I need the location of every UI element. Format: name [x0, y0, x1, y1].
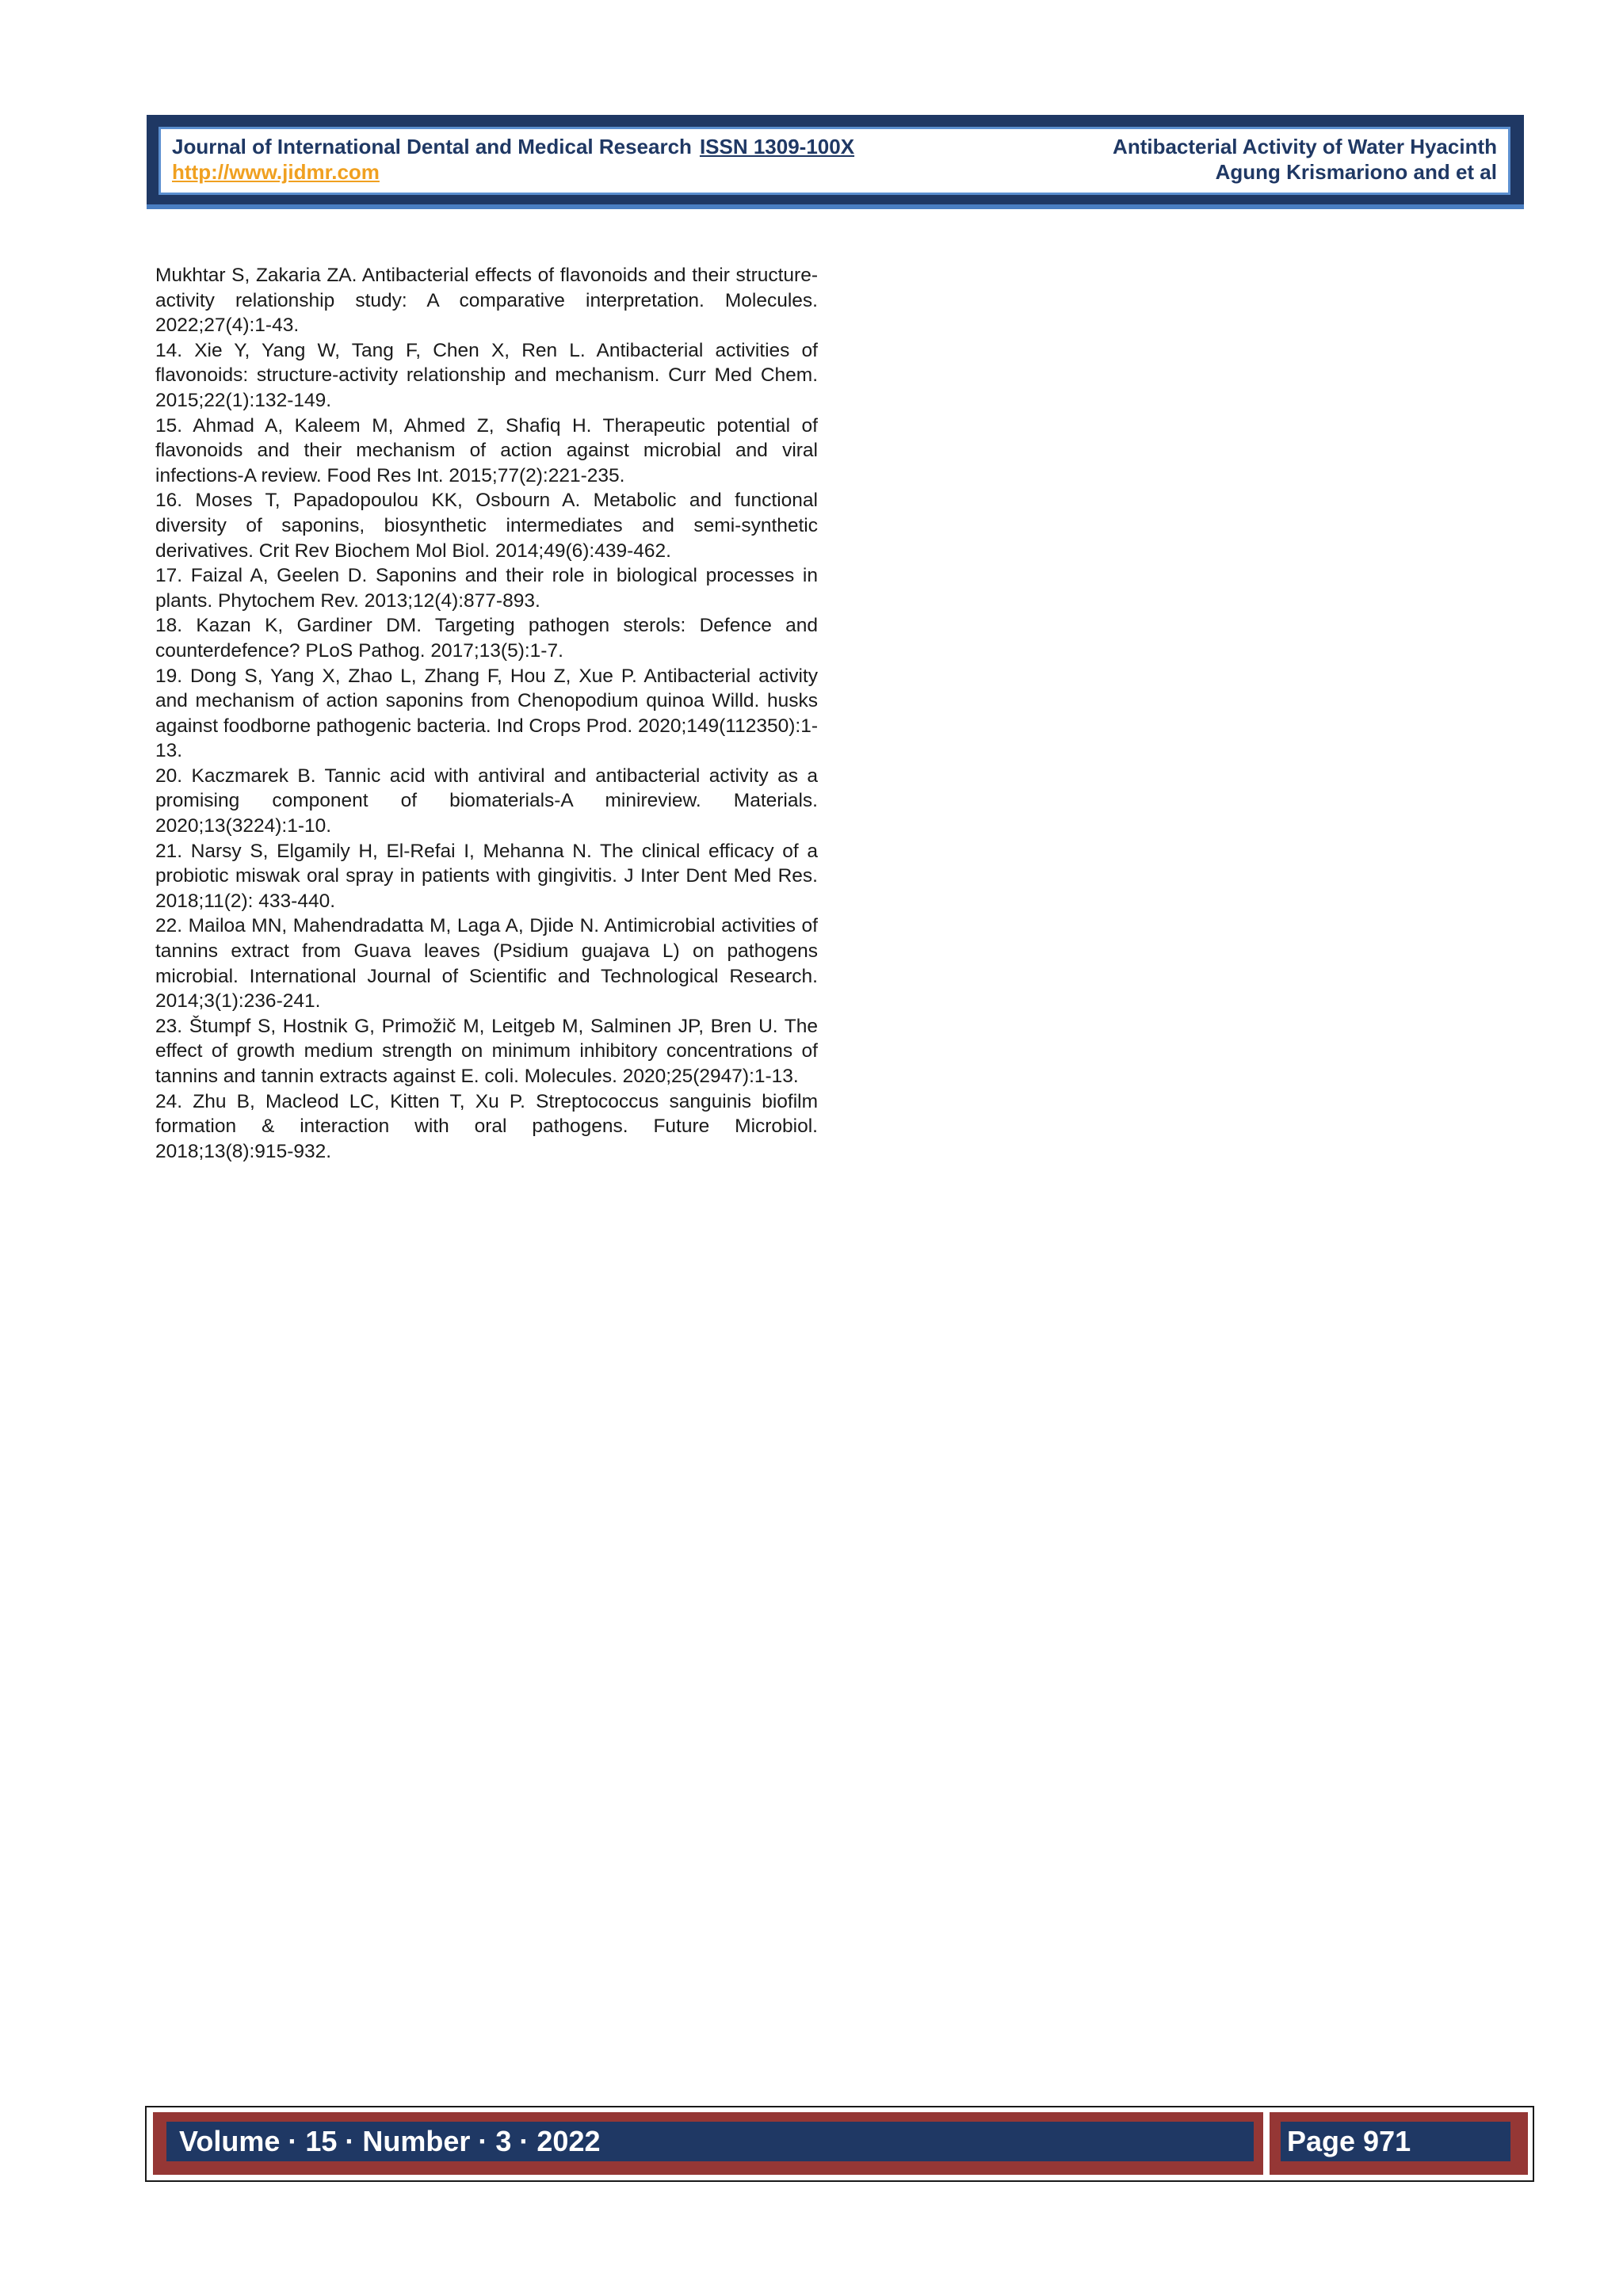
reference-item: 24. Zhu B, Macleod LC, Kitten T, Xu P. Streptococcus sanguinis biofilm formation & interaction with oral pathogens. Future Microbiol. 2018;13(8):915-932. — [155, 1090, 818, 1162]
reference-item: 19. Dong S, Yang X, Zhao L, Zhang F, Hou Z, Xue P. Antibacterial activity and mechanism of action saponins from Chenopodium quinoa Willd. husks against foodborne pathogenic bacteria. Ind Crops Prod. 2020;149(112350):1-13. — [155, 665, 818, 762]
reference-item: 23. Štumpf S, Hostnik G, Primožič M, Leitgeb M, Salminen JP, Bren U. The effect of growth medium strength on minimum inhibitory concentrations of tannins and tannin extracts against E. coli. Molecules. 2020;25(2947):1-13. — [155, 1015, 818, 1087]
reference-list — [155, 263, 818, 1164]
reference-item: 17. Faizal A, Geelen D. Saponins and their role in biological processes in plants. Phytochem Rev. 2013;12(4):877-893. — [155, 565, 818, 612]
running-header — [158, 127, 1510, 195]
reference-item: 18. Kazan K, Gardiner DM. Targeting pathogen sterols: Defence and counterdefence? PLoS Pathog. 2017;13(5):1-7. — [155, 615, 818, 662]
header-journal — [172, 134, 854, 159]
footer-page-number: Page 971 — [1281, 2122, 1510, 2161]
reference-item: 21. Narsy S, Elgamily H, El-Refai I, Mehanna N. The clinical efficacy of a probiotic miswak oral spray in patients with gingivitis. J Inter Dent Med Res. 2018;11(2): 433-440. — [155, 840, 818, 912]
journal-url-link[interactable]: http://www.jidmr.com — [172, 160, 380, 184]
article-title: Antibacterial Activity of Water Hyacinth — [1113, 135, 1497, 158]
journal-title: Journal of International Dental and Medical Research — [172, 135, 692, 158]
footer-divider — [1263, 2112, 1270, 2175]
journal-issn: ISSN 1309-100X — [699, 135, 855, 158]
reference-item: 22. Mailoa MN, Mahendradatta M, Laga A, Djide N. Antimicrobial activities of tannins extract from Guava leaves (Psidium guajava L) on pathogens microbial. International Journal of Scientific and Technological Research. 2014;3(1):236-241. — [155, 915, 818, 1013]
footer-volume: Volume · 15 · Number · 3 · 2022 — [166, 2122, 1254, 2161]
header-accent-line — [147, 204, 1524, 209]
reference-item: Mukhtar S, Zakaria ZA. Antibacterial effects of flavonoids and their structure-activity relationship study: A comparative interpretation. Molecules. 2022;27(4):1-43. — [155, 265, 818, 337]
reference-item: 14. Xie Y, Yang W, Tang F, Chen X, Ren L. Antibacterial activities of flavonoids: structure-activity relationship and mechanism. Curr Med Chem. 2015;22(1):132-149. — [155, 339, 818, 411]
article-authors: Agung Krismariono and et al — [1215, 160, 1497, 184]
reference-item: 15. Ahmad A, Kaleem M, Ahmed Z, Shafiq H. Therapeutic potential of flavonoids and their mechanism of action against microbial and viral infections-A review. Food Res Int. 2015;77(2):221-235. — [155, 414, 818, 486]
reference-item: 16. Moses T, Papadopoulou KK, Osbourn A. Metabolic and functional diversity of saponins, biosynthetic intermediates and semi-synthetic derivatives. Crit Rev Biochem Mol Biol. 2014;49(6):439-462. — [155, 490, 818, 562]
reference-item: 20. Kaczmarek B. Tannic acid with antiviral and antibacterial activity as a promising component of biomaterials-A minireview. Materials. 2020;13(3224):1-10. — [155, 765, 818, 837]
